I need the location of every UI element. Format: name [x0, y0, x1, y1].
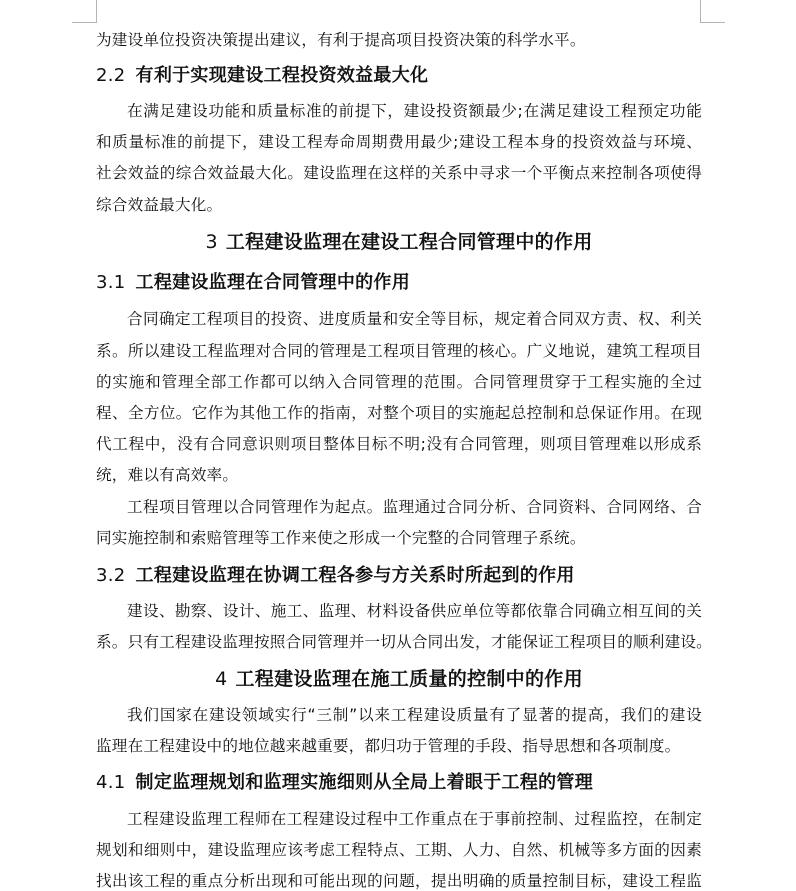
section-heading-3-1 [96, 272, 410, 294]
page-corner-mark-left [72, 0, 97, 23]
section-number: 2.2 [96, 65, 126, 86]
paragraph-line: 工程项目管理以合同管理作为起点。监理通过合同分析、合同资料、合同网络、合 [127, 498, 702, 516]
paragraph-line: 和质量标准的前提下，建设工程寿命周期费用最少;建设工程本身的投资效益与环境、 [96, 133, 702, 151]
paragraph-line: 社会效益的综合效益最大化。建设监理在这样的关系中寻求一个平衡点来控制各项使得 [96, 164, 702, 182]
section-title: 制定监理规划和监理实施细则从全局上着眼于工程的管理 [135, 772, 594, 793]
chapter-heading-3 [96, 230, 702, 254]
paragraph-line: 统，难以有高效率。 [96, 466, 239, 484]
section-heading-2-2 [96, 65, 428, 87]
paragraph-line: 在满足建设功能和质量标准的前提下，建设投资额最少;在满足建设工程预定功能 [127, 102, 702, 120]
paragraph-line: 综合效益最大化。 [96, 196, 223, 214]
chapter-title: 工程建设监理在建设工程合同管理中的作用 [225, 231, 593, 253]
section-title: 工程建设监理在合同管理中的作用 [135, 272, 411, 293]
paragraph-line: 监理在工程建设中的地位越来越重要，都归功于管理的手段、指导思想和各项制度。 [96, 737, 681, 755]
paragraph-line: 为建设单位投资决策提出建议，有利于提高项目投资决策的科学水平。 [96, 31, 586, 49]
section-number: 3.1 [96, 272, 126, 293]
paragraph-line: 的实施和管理全部工作都可以纳入合同管理的范围。合同管理贯穿于工程实施的全过 [96, 373, 702, 391]
section-title: 有利于实现建设工程投资效益最大化 [135, 65, 429, 86]
paragraph-line: 合同确定工程项目的投资、进度质量和安全等目标，规定着合同双方责、权、利关 [127, 310, 702, 328]
page-corner-mark-right [700, 0, 725, 23]
section-heading-3-2 [96, 565, 575, 587]
paragraph-line: 系。所以建设工程监理对合同的管理是工程项目管理的核心。广义地说，建筑工程项目 [96, 342, 702, 360]
section-title: 工程建设监理在协调工程各参与方关系时所起到的作用 [135, 565, 575, 586]
section-number: 4.1 [96, 772, 126, 793]
paragraph-line: 规划和细则中，建设监理应该考虑工程特点、工期、人力、自然、机械等多方面的因素 [96, 841, 702, 859]
paragraph-line: 工程建设监理工程师在工程建设过程中工作重点在于事前控制、过程监控，在制定 [127, 810, 702, 828]
section-number: 3.2 [96, 565, 126, 586]
paragraph-line: 找出该工程的重点分析出现和可能出现的问题，提出明确的质量控制目标，建设工程监 [96, 872, 702, 890]
paragraph-line: 代工程中，没有合同意识则项目整体目标不明;没有合同管理，则项目管理难以形成系 [96, 435, 702, 453]
paragraph-line: 程、全方位。它作为其他工作的指南，对整个项目的实施起总控制和总保证作用。在现 [96, 404, 702, 422]
paragraph-line: 系。只有工程建设监理按照合同管理并一切从合同出发，才能保证工程项目的顺利建设。 [96, 633, 712, 651]
section-heading-4-1 [96, 772, 593, 794]
paragraph-line: 建设、勘察、设计、施工、监理、材料设备供应单位等都依靠合同确立相互间的关 [127, 602, 702, 620]
chapter-number: 3 [205, 231, 218, 253]
paragraph-line: 同实施控制和索赔管理等工作来使之形成一个完整的合同管理子系统。 [96, 529, 586, 547]
chapter-title: 工程建设监理在施工质量的控制中的作用 [235, 668, 583, 690]
paragraph-line: 我们国家在建设领域实行“三制”以来工程建设质量有了显著的提高，我们的建设 [127, 706, 702, 724]
chapter-number: 4 [215, 668, 228, 690]
chapter-heading-4 [96, 667, 702, 691]
